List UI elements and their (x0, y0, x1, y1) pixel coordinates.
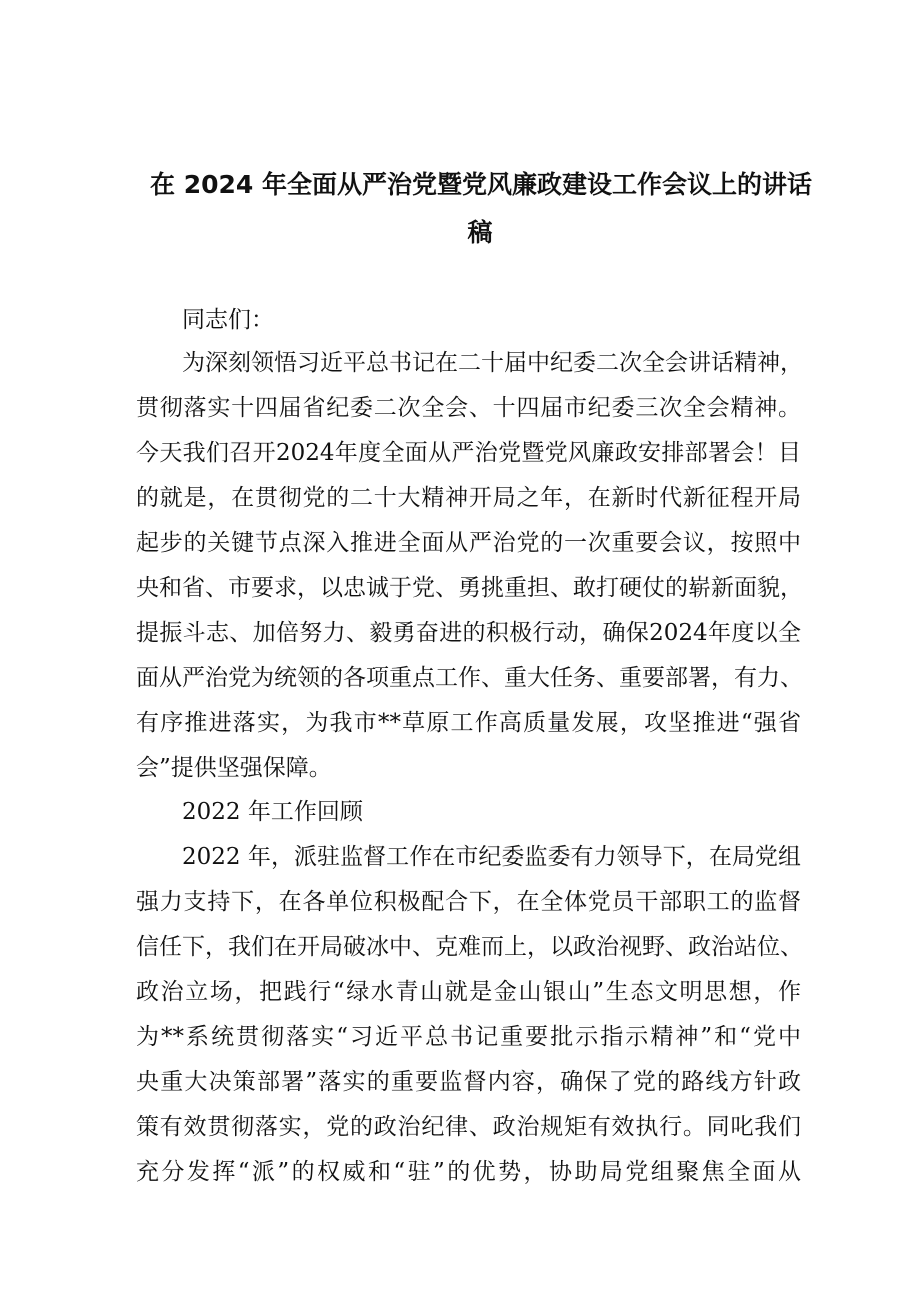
document-title-continuation: 稿 (467, 218, 493, 247)
paragraph-line: 的就是，在贯彻党的二十大精神开局之年，在新时代新征程开局 (136, 485, 801, 511)
paragraph-line: 会”提供坚强保障。 (136, 755, 332, 781)
paragraph-line: 为深刻领悟习近平总书记在二十届中纪委二次全会讲话精神， (182, 350, 803, 376)
paragraph-line: 信任下，我们在开局破冰中、克难而上，以政治视野、政治站位、 (136, 934, 803, 960)
paragraph-line: 起步的关键节点深入推进全面从严治党的一次重要会议，按照中 (136, 530, 801, 556)
document-title: 在 2024 年全面从严治党暨党风廉政建设工作会议上的讲话 (150, 170, 812, 199)
paragraph-line: 强力支持下，在各单位积极配合下，在全体党员干部职工的监督 (136, 889, 801, 915)
paragraph-line: 有序推进落实，为我市**草原工作高质量发展，攻坚推进“强省 (136, 710, 801, 736)
paragraph-line: 充分发挥“派”的权威和“驻”的优势，协助局党组聚焦全面从 (136, 1159, 801, 1185)
salutation: 同志们： (182, 307, 274, 333)
paragraph-line: 央重大决策部署”落实的重要监督内容，确保了党的路线方针政 (136, 1069, 801, 1095)
paragraph-line: 面从严治党为统领的各项重点工作、重大任务、重要部署，有力、 (136, 665, 803, 691)
paragraph-line: 2022 年，派驻监督工作在市纪委监委有力领导下，在局党组 (182, 844, 801, 870)
paragraph-line: 政治立场，把践行“绿水青山就是金山银山”生态文明思想，作 (136, 979, 801, 1005)
paragraph-line: 策有效贯彻落实，党的政治纪律、政治规矩有效执行。同叱我们 (136, 1114, 801, 1140)
paragraph-line: 为**系统贯彻落实“习近平总书记重要批示指示精神”和“党中 (136, 1024, 801, 1050)
section-heading: 2022 年工作回顾 (182, 799, 363, 825)
paragraph-line: 贯彻落实十四届省纪委二次全会、十四届市纪委三次全会精神。 (136, 395, 801, 421)
paragraph-line: 提振斗志、加倍努力、毅勇奋进的积极行动，确保2024年度以全 (136, 620, 801, 646)
paragraph-line: 央和省、市要求，以忠诚于党、勇挑重担、敢打硬仗的崭新面貌， (136, 575, 803, 601)
paragraph-line: 今天我们召开2024年度全面从严治党暨党风廉政安排部署会！目 (136, 440, 801, 466)
